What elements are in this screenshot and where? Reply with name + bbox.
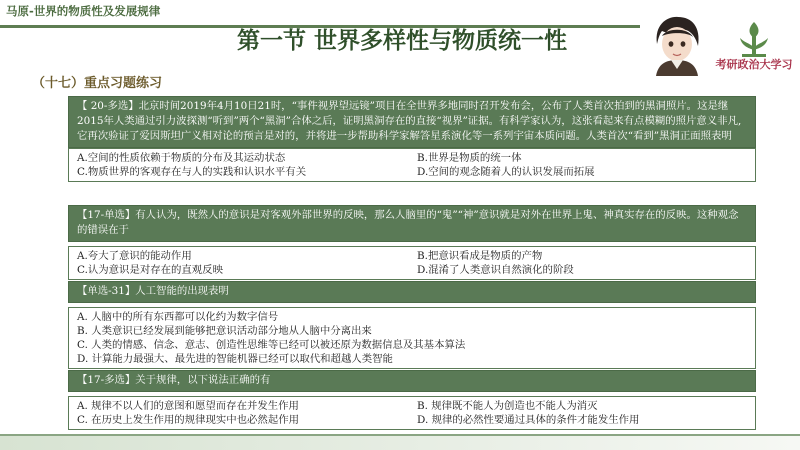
option-c[interactable]: C.物质世界的客观存在与人的实践和认识水平有关 — [77, 166, 307, 178]
course-label: 马原-世界的物质性及发展规律 — [6, 4, 161, 18]
brand-emblem-icon — [712, 18, 796, 58]
option-c[interactable]: C. 人类的情感、信念、意志、创造性思维等已经可以被还原为数据信息及其基本算法 — [77, 339, 466, 351]
page-title: 第一节 世界多样性与物质统一性 — [236, 28, 567, 54]
question-card-4 — [68, 370, 756, 430]
option-b[interactable]: B.世界是物质的统一体 — [417, 152, 522, 164]
options-box-2 — [68, 246, 756, 280]
question-card-2 — [68, 205, 756, 280]
avatar — [648, 14, 706, 76]
option-b[interactable]: B. 人类意识已经发展到能够把意识活动部分地从人脑中分离出来 — [77, 325, 372, 337]
options-box-4 — [68, 396, 756, 430]
option-b[interactable]: B. 规律既不能人为创造也不能人为消灭 — [417, 400, 598, 412]
option-d[interactable]: D.混淆了人类意识自然演化的阶段 — [417, 264, 574, 276]
question-stem-2: 【17-单选】有人认为，既然人的意识是对客观外部世界的反映，那么人脑里的“鬼”“神”意识就是对外在世界上鬼、神真实存在的反映。这种观念的错误在于 — [68, 205, 756, 242]
option-a[interactable]: A. 规律不以人们的意图和愿望而存在并发生作用 — [77, 400, 299, 412]
question-stem-4: 【17-多选】关于规律，以下说法正确的有 — [68, 370, 756, 392]
option-a[interactable]: A.夸大了意识的能动作用 — [77, 250, 192, 262]
brand-name: 考研政治大学习 — [715, 58, 793, 71]
option-d[interactable]: D. 计算能力最强大、最先进的智能机器已经可以取代和超越人类智能 — [77, 353, 393, 365]
section-heading: （十七）重点习题练习 — [32, 76, 163, 91]
options-box-3 — [68, 307, 756, 369]
footer-strip — [0, 436, 800, 450]
question-stem-3: 【单选-31】人工智能的出现表明 — [68, 281, 756, 303]
option-c[interactable]: C. 在历史上发生作用的规律现实中也必然起作用 — [77, 414, 299, 426]
option-d[interactable]: D. 规律的必然性要通过具体的条件才能发生作用 — [417, 414, 640, 426]
option-a[interactable]: A.空间的性质依赖于物质的分布及其运动状态 — [77, 152, 286, 164]
option-c[interactable]: C.认为意识是对存在的直观反映 — [77, 264, 223, 276]
question-card-1 — [68, 96, 756, 182]
question-card-3 — [68, 281, 756, 369]
option-d[interactable]: D.空间的观念随着人的认识发展而拓展 — [417, 166, 595, 178]
option-a[interactable]: A. 人脑中的所有东西都可以化约为数字信号 — [77, 311, 279, 323]
option-b[interactable]: B.把意识看成是物质的产物 — [417, 250, 543, 262]
options-box-1 — [68, 148, 756, 182]
brand-logo — [712, 18, 796, 72]
question-stem-1: 【 20-多选】北京时间2019年4月10日21时，“事件视界望远镜”项目在全世界多地同时召开发布会，公布了人类首次拍到的黑洞照片。这是继2015年人类通过引力波探测“听到”两个“黑洞”合体之后，证明黑洞存在的直接“视界”证据。有科学家认为，这张看起来有点模糊的照片意义非凡,它再次验证了爱因斯坦广义相对论的预言是对的，并将进一步帮助科学家解答星系演化等一系列宇宙本质问题。人类首次“看到”黑洞正面照表明 — [68, 96, 756, 148]
